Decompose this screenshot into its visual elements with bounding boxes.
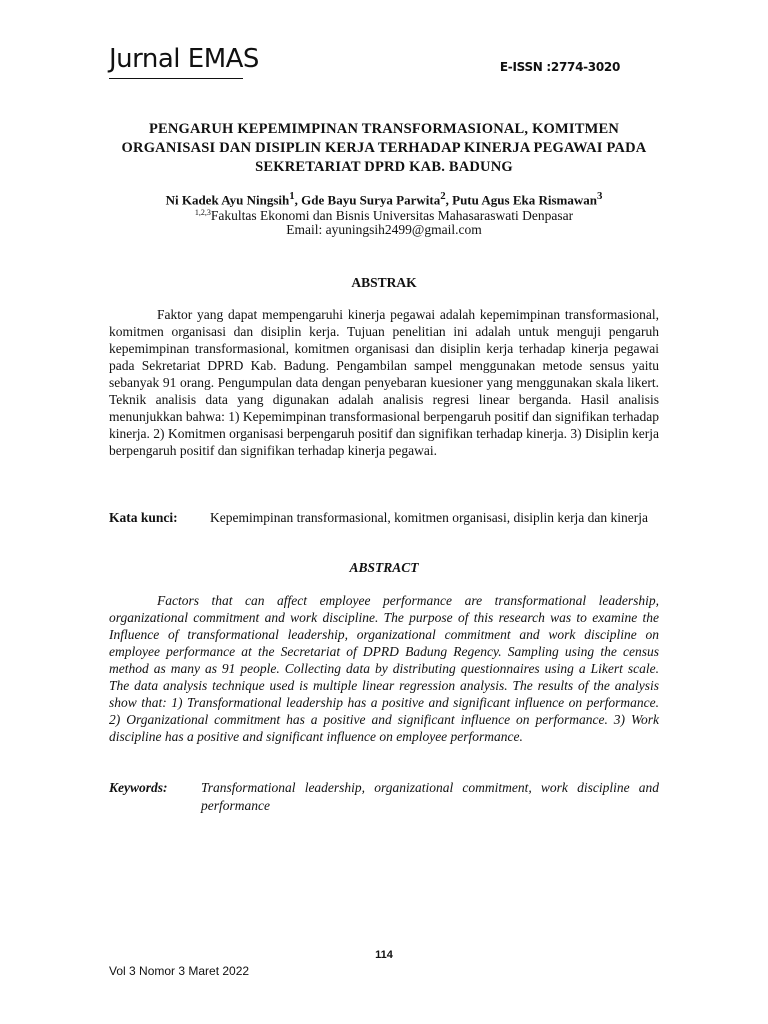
issn-label: E-ISSN :2774-3020 — [499, 60, 620, 74]
abstrak-heading: ABSTRAK — [351, 275, 417, 290]
affiliation-text: Fakultas Ekonomi dan Bisnis Universitas Mahasaraswati Denpasar — [210, 208, 574, 223]
volume-footer: Vol 3 Nomor 3 Maret 2022 — [109, 964, 250, 978]
abstract-heading: ABSTRACT — [349, 560, 419, 575]
keywords-row — [109, 779, 659, 815]
keywords-label: Keywords: — [109, 780, 168, 795]
author-email: Email: ayuningsih2499@gmail.com — [286, 222, 482, 237]
journal-name: Jurnal EMAS — [109, 44, 259, 74]
author-sup: 3 — [597, 190, 603, 202]
header-rule — [109, 78, 243, 79]
abstrak-body — [109, 306, 659, 459]
abstract-paragraph: Factors that can affect employee performance are transformational leadership, organizational commitment and work discipline. The purpose of this research was to examine the Influence of transformational leadership, organizational commitment and work discipline on employee performance at the Secretariat of DPRD Badung Regency. Sampling using the census method as many as 91 people. Collecting data by distributing questionnaires using a Likert scale. The data analysis technique used is multiple linear regression analysis. The results of the analysis show that: 1) Transformational leadership has a positive and significant influence on performance. 2) Organizational commitment has a positive and significant influence on performance. 3) Work discipline has a positive and significant influence on employee performance. — [109, 593, 659, 744]
kata-kunci-row — [109, 509, 659, 527]
author-sep: , — [445, 192, 453, 208]
affiliation-sup: 1,2,3 — [194, 208, 211, 217]
author-name: Putu Agus Eka Rismawan — [452, 192, 597, 208]
author-sup: 1 — [289, 190, 295, 202]
author-sup: 2 — [440, 190, 446, 202]
abstract-body — [109, 592, 659, 745]
kata-kunci-text: Kepemimpinan transformasional, komitmen organisasi, disiplin kerja dan kinerja — [210, 510, 649, 525]
abstrak-paragraph: Faktor yang dapat mempengaruhi kinerja pegawai adalah kepemimpinan transformasional, komitmen organisasi dan disiplin kerja. Tujuan penelitian ini adalah untuk menguji pengaruh kepemimpinan transformasional, komitmen organisasi dan disiplin kerja terhadap kinerja pegawai pada Sekretariat DPRD Kab. Badung. Pengambilan sampel menggunakan metode sensus yaitu sebanyak 91 orang. Pengumpulan data dengan penyebaran kuesioner yang menggunakan skala likert. Teknik analisis data yang digunakan adalah analisis regresi linear berganda. Hasil analisis menunjukkan bahwa: 1) Kepemimpinan transformasional berpengaruh positif dan signifikan terhadap kinerja. 2) Komitmen organisasi berpengaruh positif dan signifikan terhadap kinerja. 3) Disiplin kerja berpengaruh positif dan signifikan terhadap kinerja pegawai. — [109, 307, 659, 458]
author-name: Ni Kadek Ayu Ningsih — [165, 192, 290, 208]
author-name: Gde Bayu Surya Parwita — [301, 192, 441, 208]
paper-title: PENGARUH KEPEMIMPINAN TRANSFORMASIONAL, KOMITMEN ORGANISASI DAN DISIPLIN KERJA TERHADAP KINERJA PEGAWAI PADA SEKRETARIAT DPRD KAB. BADUNG — [121, 121, 647, 175]
author-sep: , — [294, 192, 302, 208]
kata-kunci-label: Kata kunci: — [109, 510, 178, 525]
page-number: 114 — [375, 949, 393, 961]
keywords-text: Transformational leadership, organizational commitment, work discipline and performance — [201, 780, 659, 813]
